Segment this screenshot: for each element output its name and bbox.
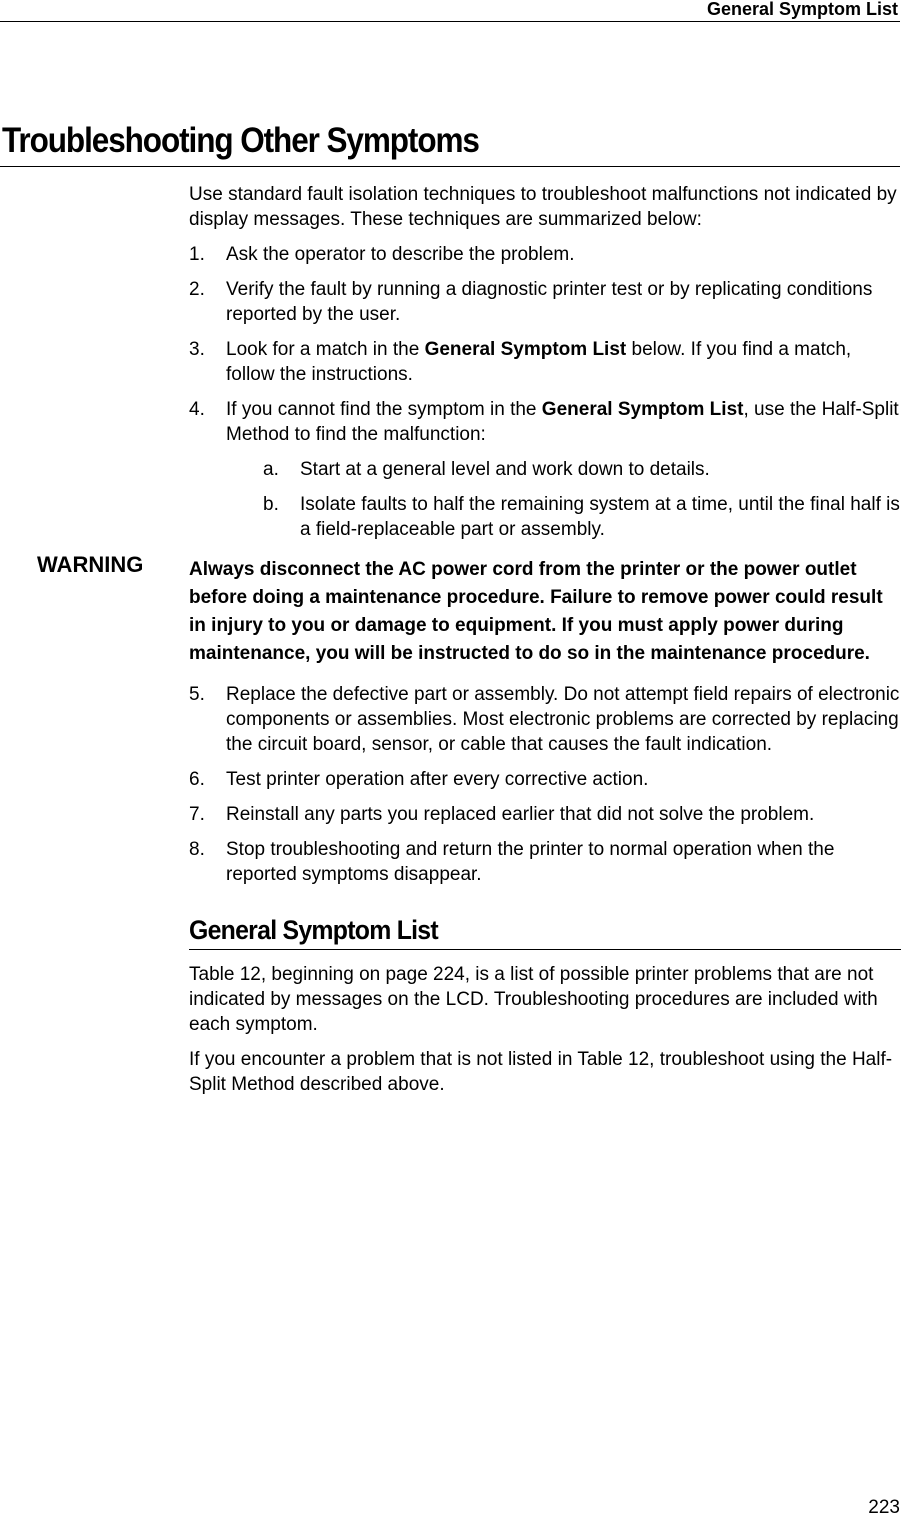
list-number: 3. bbox=[189, 339, 205, 360]
list-item-7 bbox=[189, 802, 901, 827]
list-item-2 bbox=[189, 277, 901, 327]
page-number: 223 bbox=[868, 1497, 900, 1518]
page-body bbox=[37, 182, 901, 1107]
list-item-3 bbox=[189, 337, 901, 387]
sub-letter: a. bbox=[263, 459, 279, 480]
list-text: Test printer operation after every corrective action. bbox=[226, 769, 649, 790]
subsection-paragraph-1: Table 12, beginning on page 224, is a list of possible printer problems that are not indicated by messages on the LCD. Troubleshooting procedures are included with each symptom. bbox=[189, 964, 878, 1035]
list-number: 8. bbox=[189, 839, 205, 860]
sub-letter: b. bbox=[263, 494, 279, 515]
sub-text: Isolate faults to half the remaining system at a time, until the final half is a field-replaceable part or assembly. bbox=[300, 494, 900, 540]
list-number: 4. bbox=[189, 399, 205, 420]
running-header-title: General Symptom List bbox=[706, 0, 898, 19]
sub-list bbox=[263, 457, 901, 542]
list-item-4 bbox=[189, 397, 901, 542]
list-text: Verify the fault by running a diagnostic printer test or by replicating conditions reported by the user. bbox=[226, 279, 873, 325]
list-item-5 bbox=[189, 682, 901, 757]
list-text-post: below. If you find a match, follow the instructions. bbox=[226, 339, 852, 385]
subsection-title: General Symptom List bbox=[189, 915, 438, 945]
subsection-paragraph-2: If you encounter a problem that is not listed in Table 12, troubleshoot using the Half-Split Method described above. bbox=[189, 1049, 893, 1095]
list-item-1 bbox=[189, 242, 901, 267]
subsection-title-bar bbox=[189, 911, 901, 950]
list-text: Reinstall any parts you replaced earlier that did not solve the problem. bbox=[226, 804, 815, 825]
running-header bbox=[0, 0, 900, 22]
xref-general-symptom-list: General Symptom List bbox=[424, 339, 627, 360]
list-item-8 bbox=[189, 837, 901, 887]
list-number: 5. bbox=[189, 684, 205, 705]
list-number: 2. bbox=[189, 279, 205, 300]
warning-label: WARNING bbox=[37, 552, 144, 577]
section-title-bar bbox=[0, 120, 900, 167]
list-text-pre: Look for a match in the bbox=[226, 339, 425, 360]
list-text: Stop troubleshooting and return the printer to normal operation when the reported symptoms disappear. bbox=[226, 839, 835, 885]
intro-paragraph: Use standard fault isolation techniques to troubleshoot malfunctions not indicated by display messages. These techniques are summarized below: bbox=[189, 184, 897, 230]
xref-general-symptom-list: General Symptom List bbox=[541, 399, 744, 420]
list-number: 7. bbox=[189, 804, 205, 825]
warning-block bbox=[37, 552, 901, 668]
list-text-pre: If you cannot find the symptom in the bbox=[226, 399, 542, 420]
sub-item-b bbox=[263, 492, 901, 542]
list-number: 1. bbox=[189, 244, 205, 265]
warning-text: Always disconnect the AC power cord from the printer or the power outlet before doing a maintenance procedure. Failure to remove power could result in injury to you or damage to equipment. If you must apply power during maintenance, you will be instructed to do so in the maintenance procedure. bbox=[189, 559, 883, 664]
list-item-6 bbox=[189, 767, 901, 792]
list-text: Replace the defective part or assembly. Do not attempt field repairs of electronic components or assemblies. Most electronic problems are corrected by replacing the circuit board, sensor, or cable that causes the fault indication. bbox=[226, 684, 900, 755]
sub-text: Start at a general level and work down to details. bbox=[300, 459, 710, 480]
sub-item-a bbox=[263, 457, 901, 482]
list-text-post: , use the Half-Split Method to find the malfunction: bbox=[226, 399, 899, 445]
section-title: Troubleshooting Other Symptoms bbox=[2, 121, 479, 160]
list-number: 6. bbox=[189, 769, 205, 790]
list-text: Ask the operator to describe the problem. bbox=[226, 244, 575, 265]
